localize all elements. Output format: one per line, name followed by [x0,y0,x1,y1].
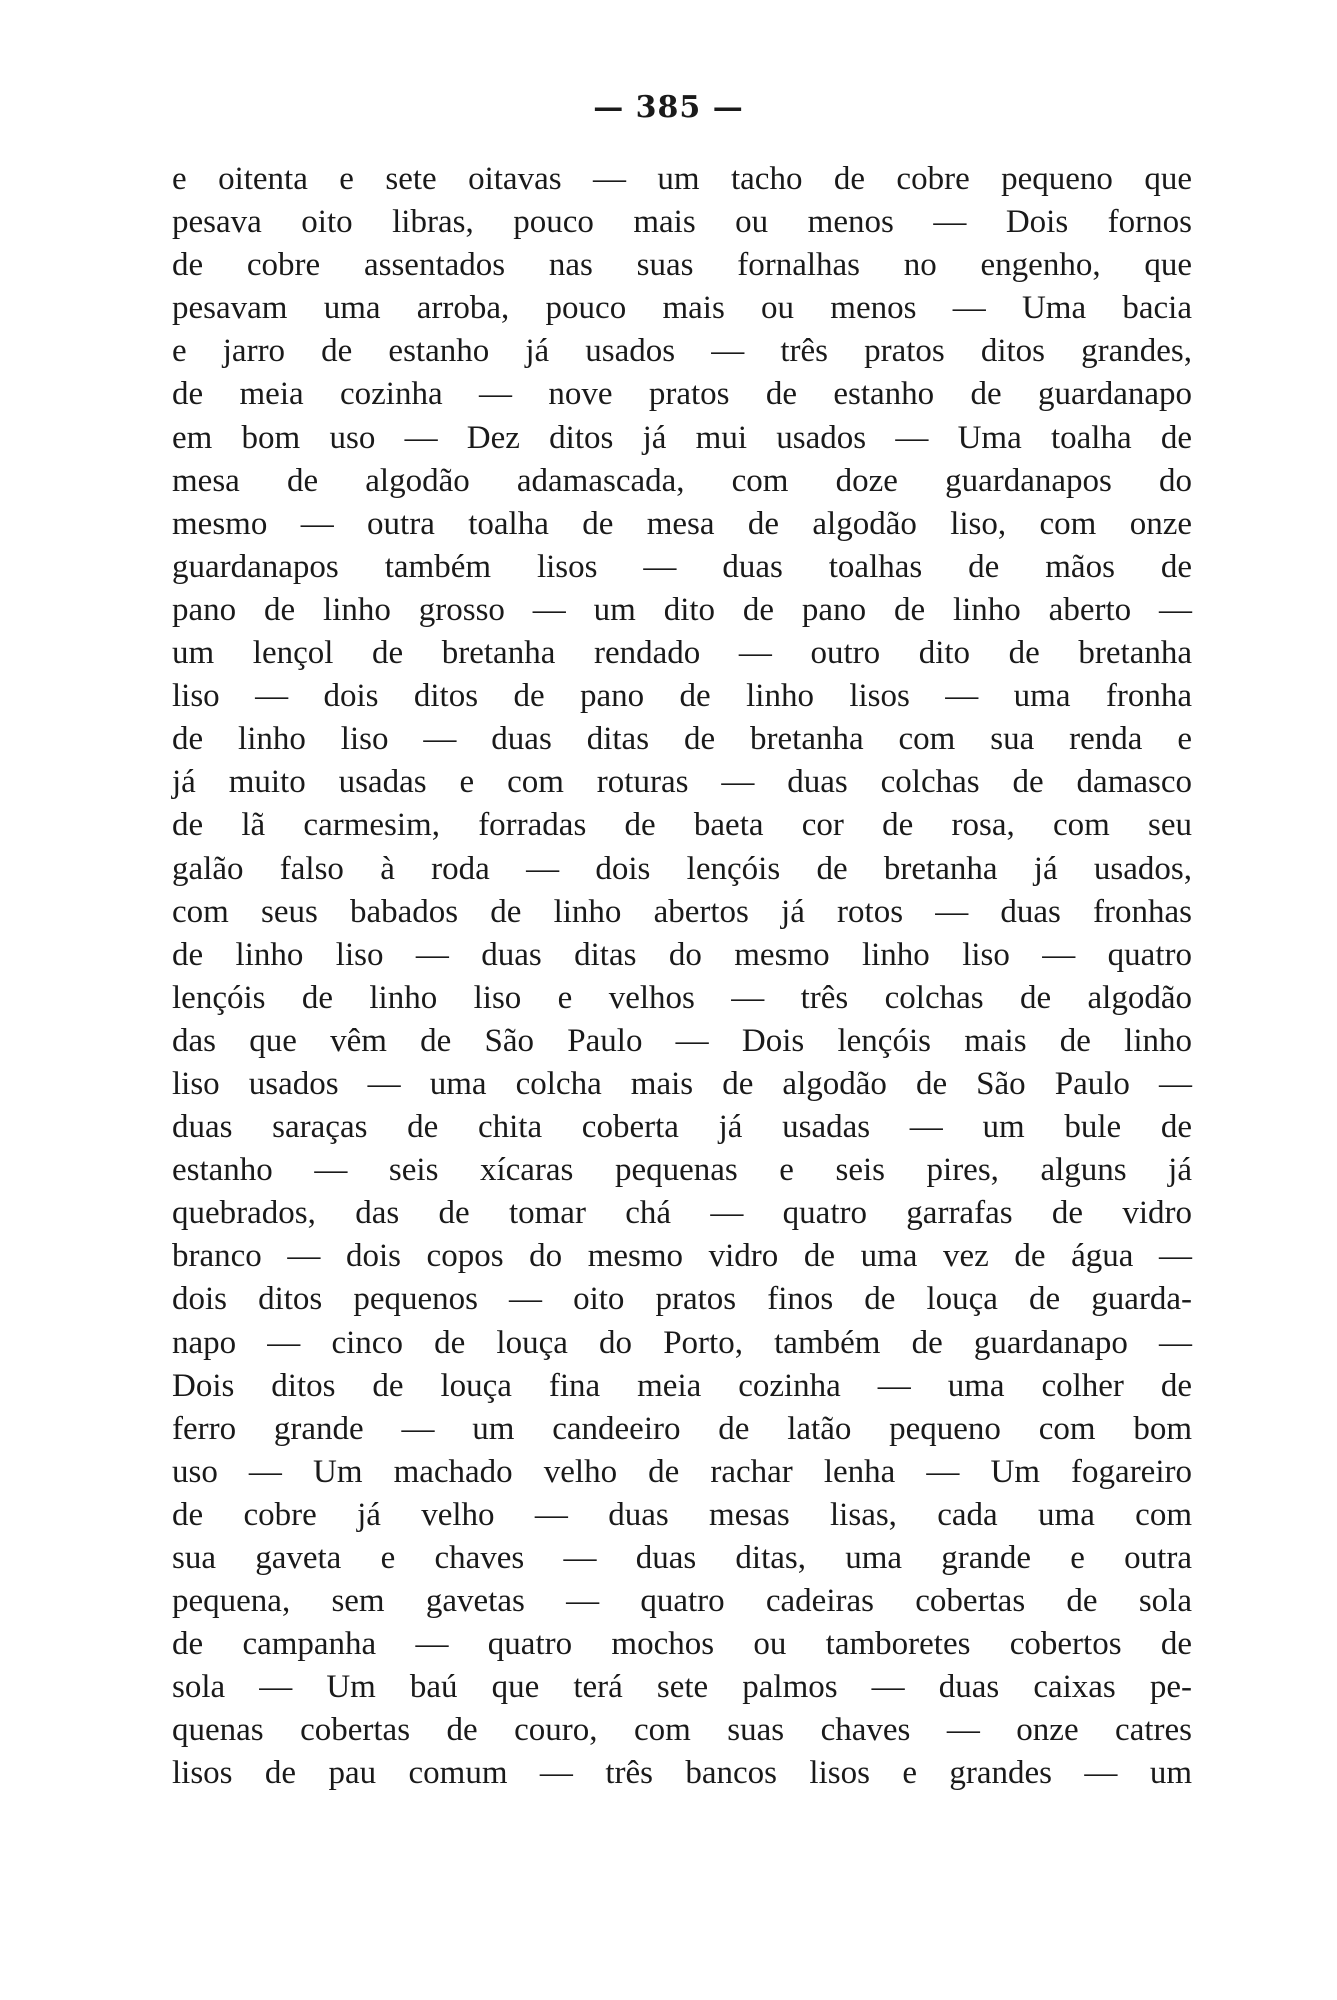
text-line: sua gaveta e chaves — duas ditas, uma grande e outra [172,1540,1192,1576]
text-line: Dois ditos de louça fina meia cozinha — uma colher de [172,1367,1192,1404]
text-line: dois ditos pequenos — oito pratos finos de louça de guarda- [172,1281,1192,1318]
text-line: quenas cobertas de couro, com suas chaves — onze catres [172,1712,1192,1749]
text-line: estanho — seis xícaras pequenas e seis pires, alguns já [172,1152,1192,1189]
text-line: de cobre já velho — duas mesas lisas, cada uma com [172,1496,1192,1533]
text-line: pesavam uma arroba, pouco mais ou menos — Uma bacia [172,290,1192,327]
text-line: quebrados, das de tomar chá — quatro garrafas de vidro [172,1195,1192,1232]
text-line: das que vêm de São Paulo — Dois lençóis mais de linho [172,1022,1192,1059]
text-line: ferro grande — um candeeiro de latão pequeno com bom [172,1410,1192,1447]
text-line: com seus babados de linho abertos já rotos — duas fronhas [172,893,1192,930]
body-text [172,158,1192,1796]
text-line: pano de linho grosso — um dito de pano de linho aberto — [172,591,1192,628]
text-line: de linho liso — duas ditas do mesmo linho liso — quatro [172,936,1192,973]
text-line: em bom uso — Dez ditos já mui usados — Uma toalha de [172,419,1192,456]
text-line: um lençol de bretanha rendado — outro dito de bretanha [172,635,1192,672]
text-line: pesava oito libras, pouco mais ou menos — Dois fornos [172,204,1192,241]
text-line: de campanha — quatro mochos ou tamboretes cobertos de [172,1626,1192,1663]
text-line: de linho liso — duas ditas de bretanha com sua renda e [172,721,1192,758]
text-line: de cobre assentados nas suas fornalhas no engenho, que [172,247,1192,284]
text-line: sola — Um baú que terá sete palmos — duas caixas pe- [172,1669,1192,1706]
text-line: mesmo — outra toalha de mesa de algodão liso, com onze [172,505,1192,542]
text-line: já muito usadas e com roturas — duas colchas de damasco [172,764,1192,801]
text-line: e oitenta e sete oitavas — um tacho de cobre pequeno que [172,161,1192,197]
text-line: liso — dois ditos de pano de linho lisos — uma fronha [172,678,1192,715]
text-line: e jarro de estanho já usados — três pratos ditos grandes, [172,333,1192,370]
text-line: mesa de algodão adamascada, com doze guardanapos do [172,462,1192,499]
text-line: uso — Um machado velho de rachar lenha — Um fogareiro [172,1453,1192,1490]
text-line: lisos de pau comum — três bancos lisos e grandes — um [172,1755,1192,1792]
text-line: galão falso à roda — dois lençóis de bretanha já usados, [172,850,1192,887]
text-line: de lã carmesim, forradas de baeta cor de rosa, com seu [172,807,1192,844]
text-line: guardanapos também lisos — duas toalhas de mãos de [172,548,1192,585]
text-line: duas saraças de chita coberta já usadas — um bule de [172,1109,1192,1146]
text-line: napo — cinco de louça do Porto, também de guardanapo — [172,1324,1192,1361]
text-line: lençóis de linho liso e velhos — três colchas de algodão [172,979,1192,1016]
text-line: pequena, sem gavetas — quatro cadeiras cobertas de sola [172,1583,1192,1620]
text-line: liso usados — uma colcha mais de algodão de São Paulo — [172,1065,1192,1102]
text-line: branco — dois copos do mesmo vidro de uma vez de água — [172,1238,1192,1275]
text-line: de meia cozinha — nove pratos de estanho de guardanapo [172,376,1192,413]
page-number: — 385 — [593,90,744,125]
